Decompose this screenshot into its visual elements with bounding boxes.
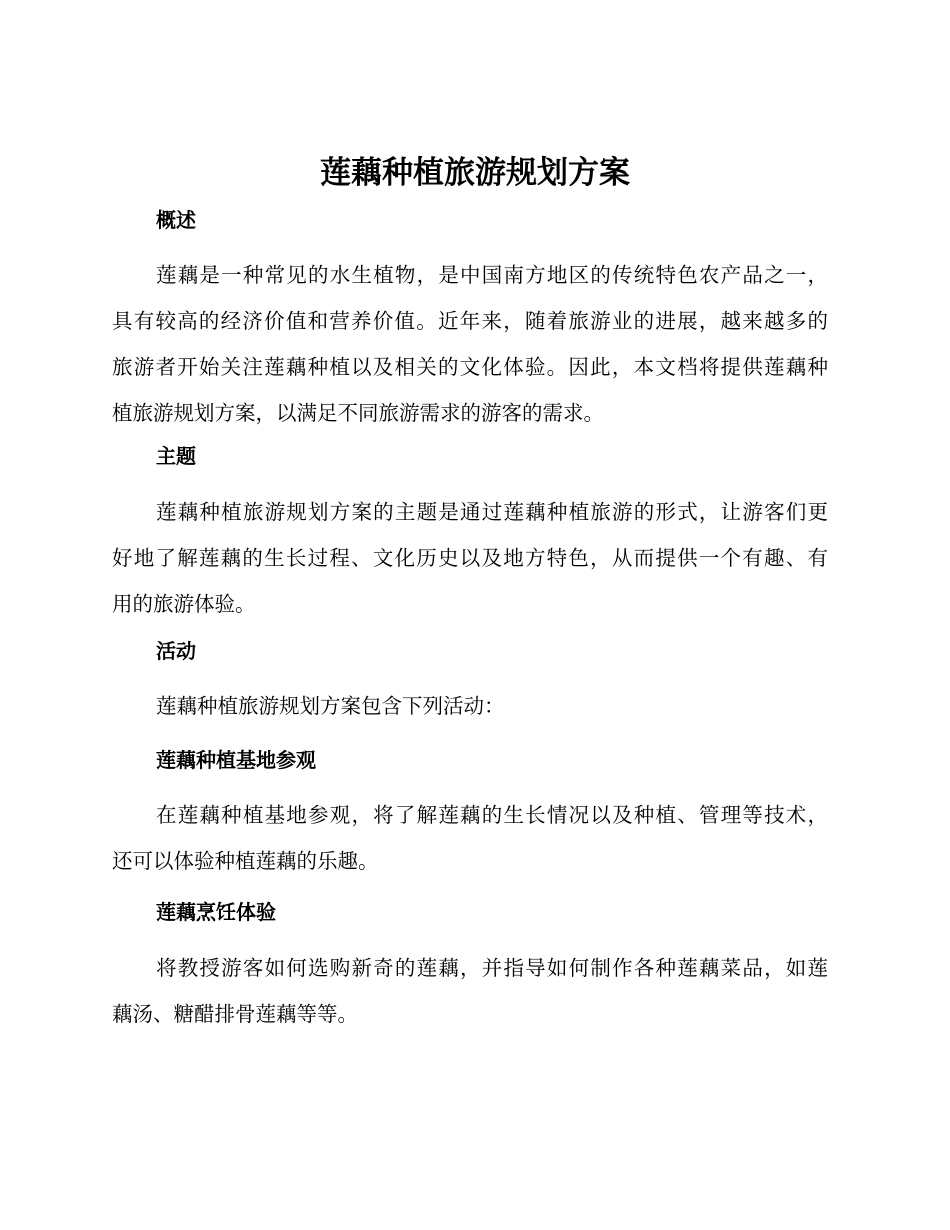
- paragraph-line: 具有较高的经济价值和营养价值。近年来，随着旅游业的进展，越来越多的: [112, 309, 828, 333]
- section-heading-activities: 活动: [156, 639, 196, 663]
- document-title: 莲藕种植旅游规划方案: [320, 155, 630, 191]
- paragraph-line: 藕汤、糖醋排骨莲藕等等。: [112, 1002, 358, 1026]
- paragraph-line: 用的旅游体验。: [112, 592, 256, 616]
- section-heading-theme: 主题: [156, 444, 196, 468]
- paragraph-cooking: [112, 945, 828, 1037]
- paragraph-activities: [112, 683, 828, 729]
- section-heading-overview: 概述: [156, 208, 196, 232]
- paragraph-overview: [112, 252, 828, 436]
- paragraph-line: 好地了解莲藕的生长过程、文化历史以及地方特色，从而提供一个有趣、有: [112, 546, 828, 570]
- paragraph-line: 莲藕种植旅游规划方案包含下列活动：: [156, 694, 505, 718]
- paragraph-line: 将教授游客如何选购新奇的莲藕，并指导如何制作各种莲藕菜品，如莲: [156, 956, 828, 980]
- section-heading-base-visit: 莲藕种植基地参观: [156, 748, 316, 772]
- paragraph-line: 莲藕是一种常见的水生植物，是中国南方地区的传统特色农产品之一，: [156, 263, 828, 287]
- section-heading-cooking: 莲藕烹饪体验: [156, 900, 276, 924]
- paragraph-line: 在莲藕种植基地参观，将了解莲藕的生长情况以及种植、管理等技术，: [156, 803, 828, 827]
- paragraph-line: 还可以体验种植莲藕的乐趣。: [112, 849, 379, 873]
- paragraph-base-visit: [112, 792, 828, 884]
- paragraph-line: 旅游者开始关注莲藕种植以及相关的文化体验。因此，本文档将提供莲藕种: [112, 355, 828, 379]
- paragraph-theme: [112, 489, 828, 627]
- paragraph-line: 莲藕种植旅游规划方案的主题是通过莲藕种植旅游的形式，让游客们更: [156, 500, 828, 524]
- paragraph-line: 植旅游规划方案，以满足不同旅游需求的游客的需求。: [112, 401, 604, 425]
